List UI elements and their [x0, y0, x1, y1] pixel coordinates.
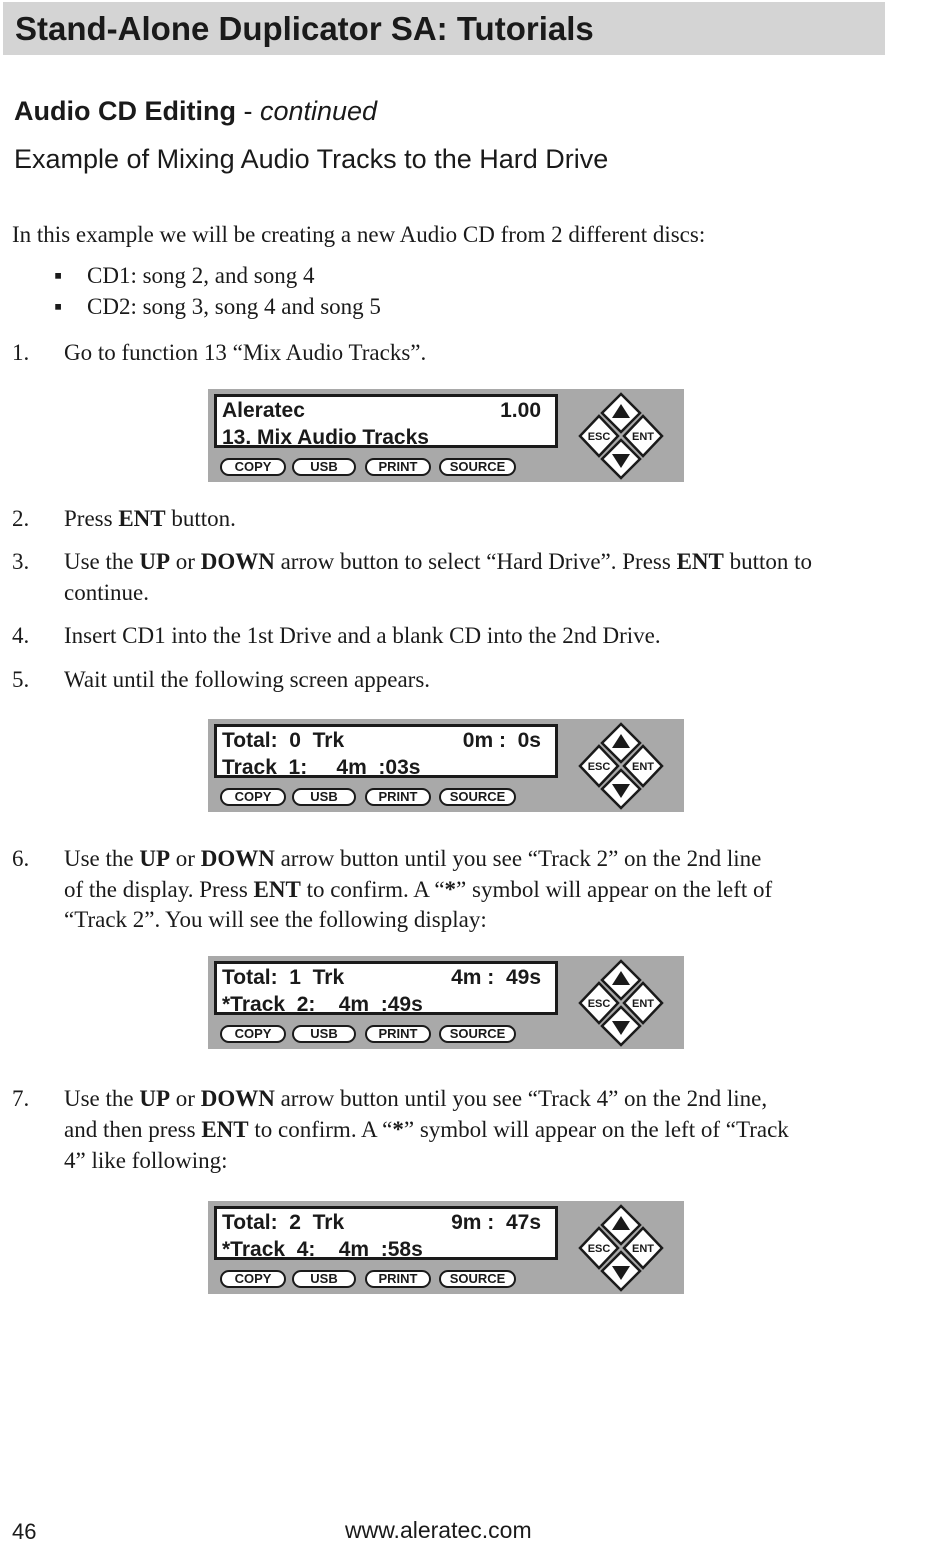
esc-key-label: ESC	[587, 431, 611, 443]
section-title-separator: -	[235, 96, 260, 126]
ent-key-label: ENT	[632, 431, 654, 443]
esc-key-label: ESC	[587, 998, 611, 1010]
usb-button: USB	[292, 1025, 356, 1043]
lcd-line-1: Total: 2 Trk	[222, 1211, 345, 1234]
step-text-continued: “Track 2”. You will see the following display:	[64, 907, 487, 932]
dpad-icon	[578, 721, 664, 811]
footer-url: www.aleratec.com	[345, 1517, 532, 1543]
copy-button: COPY	[220, 458, 286, 476]
step-number: 6.	[12, 846, 30, 871]
print-button: PRINT	[365, 458, 431, 476]
step-number: 4.	[12, 623, 30, 648]
lcd-line-1: Total: 0 Trk	[222, 729, 345, 752]
lcd-line-2: *Track 4: 4m :58s	[222, 1238, 423, 1261]
step-text: Use the UP or DOWN arrow button to select “Hard Drive”. Press ENT button to	[64, 549, 813, 574]
lcd-line-2: Track 1: 4m :03s	[222, 756, 421, 779]
lcd-panel	[208, 1201, 684, 1294]
lcd-display	[214, 1206, 558, 1260]
subsection-title: Example of Mixing Audio Tracks to the Hard Drive	[14, 144, 609, 174]
ent-key-label: ENT	[632, 1243, 654, 1255]
esc-key-label: ESC	[587, 1243, 611, 1255]
page-header-title: Stand-Alone Duplicator SA: Tutorials	[15, 10, 594, 47]
step-text-continued: and then press ENT to confirm. A “*” symbol will appear on the left of “Track	[64, 1117, 789, 1142]
lcd-panel	[208, 956, 684, 1049]
ent-key-label: ENT	[632, 998, 654, 1010]
step-number: 2.	[12, 506, 30, 531]
lcd-panel	[208, 719, 684, 812]
step-text: Wait until the following screen appears.	[64, 667, 431, 692]
copy-button: COPY	[220, 788, 286, 806]
usb-button: USB	[292, 788, 356, 806]
lcd-line-1-right: 4m : 49s	[451, 966, 541, 989]
step-number: 5.	[12, 667, 30, 692]
lcd-line-1-right: 0m : 0s	[462, 729, 541, 752]
lcd-line-2: *Track 2: 4m :49s	[222, 993, 423, 1016]
lcd-line-1-right: 9m : 47s	[451, 1211, 541, 1234]
lcd-line-1: Aleratec	[222, 399, 305, 422]
source-button: SOURCE	[439, 1025, 516, 1043]
bullet-item: CD2: song 3, song 4 and song 5	[87, 294, 381, 319]
lcd-panel	[208, 389, 684, 482]
step-text-continued: continue.	[64, 580, 149, 605]
ent-key-label: ENT	[632, 761, 654, 773]
lcd-display	[214, 961, 558, 1015]
intro-paragraph: In this example we will be creating a new Audio CD from 2 different discs:	[12, 222, 706, 247]
print-button: PRINT	[365, 1025, 431, 1043]
source-button: SOURCE	[439, 788, 516, 806]
usb-button: USB	[292, 458, 356, 476]
step-text-continued: of the display. Press ENT to confirm. A “*” symbol will appear on the left of	[64, 877, 773, 902]
step-text-continued: 4” like following:	[64, 1148, 228, 1173]
esc-key-label: ESC	[587, 761, 611, 773]
lcd-display	[214, 724, 558, 778]
lcd-line-1: Total: 1 Trk	[222, 966, 345, 989]
lcd-line-1-right: 1.00	[500, 399, 541, 422]
lcd-display	[214, 394, 558, 448]
bullet-item: CD1: song 2, and song 4	[87, 263, 315, 288]
section-title-continued: continued	[259, 96, 378, 126]
step-number: 1.	[12, 340, 30, 365]
step-text: Go to function 13 “Mix Audio Tracks”.	[64, 340, 427, 365]
print-button: PRINT	[365, 788, 431, 806]
source-button: SOURCE	[439, 458, 516, 476]
dpad-icon	[578, 1203, 664, 1293]
page-number: 46	[12, 1519, 37, 1544]
copy-button: COPY	[220, 1025, 286, 1043]
step-number: 7.	[12, 1086, 30, 1111]
step-text: Use the UP or DOWN arrow button until you see “Track 4” on the 2nd line,	[64, 1086, 768, 1111]
step-text: Use the UP or DOWN arrow button until you see “Track 2” on the 2nd line	[64, 846, 762, 871]
bullet-mark: ▪	[54, 294, 63, 319]
step-text: Press ENT button.	[64, 506, 236, 531]
dpad-icon	[578, 958, 664, 1048]
section-title	[14, 96, 377, 127]
section-title-main: Audio CD Editing	[14, 96, 236, 126]
copy-button: COPY	[220, 1270, 286, 1288]
source-button: SOURCE	[439, 1270, 516, 1288]
lcd-line-2: 13. Mix Audio Tracks	[222, 426, 429, 449]
step-text: Insert CD1 into the 1st Drive and a blank CD into the 2nd Drive.	[64, 623, 661, 648]
print-button: PRINT	[365, 1270, 431, 1288]
step-number: 3.	[12, 549, 30, 574]
bullet-mark: ▪	[54, 263, 63, 288]
header-band	[3, 2, 885, 55]
dpad-icon	[578, 391, 664, 481]
usb-button: USB	[292, 1270, 356, 1288]
